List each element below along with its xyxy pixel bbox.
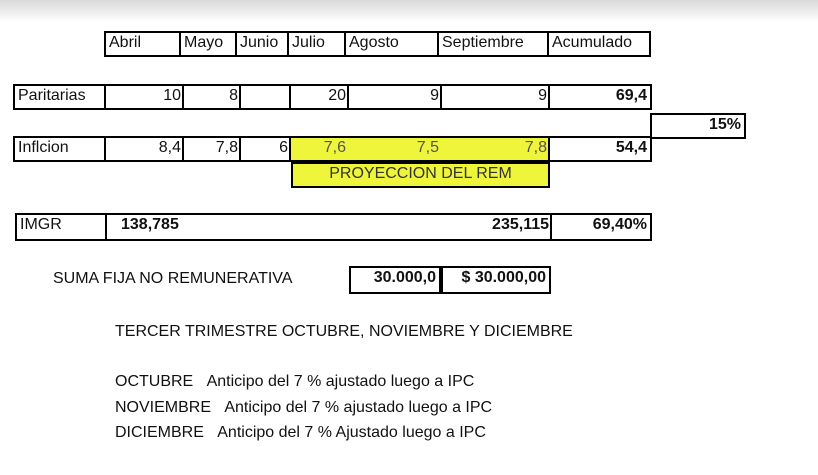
header-mayo: Mayo xyxy=(181,31,237,57)
inflacion-abril: 8,4 xyxy=(104,136,184,162)
anticipo-mes: OCTUBRE xyxy=(115,373,194,390)
inflacion-septiembre: 7,8 xyxy=(442,136,550,162)
suma-fija-valor: 30.000,0 xyxy=(349,266,441,294)
header-agosto: Agosto xyxy=(346,31,439,57)
header-acumulado: Acumulado xyxy=(547,31,651,57)
imgr-acumulado: 69,40% xyxy=(550,213,652,241)
inflacion-mayo: 7,8 xyxy=(182,136,241,162)
diferencia-cell: 15% xyxy=(650,113,746,139)
anticipo-texto: Anticipo del 7 % Ajustado luego a IPC xyxy=(217,424,486,441)
anticipo-diciembre xyxy=(115,423,486,443)
trimestre-title: TERCER TRIMESTRE OCTUBRE, NOVIEMBRE Y DICIEMBRE xyxy=(115,323,573,340)
suma-fija-label: SUMA FIJA NO REMUNERATIVA xyxy=(53,270,293,287)
paritarias-julio: 20 xyxy=(289,84,349,110)
suma-fija-valor-pesos: $ 30.000,00 xyxy=(441,266,551,294)
paritarias-abril: 10 xyxy=(104,84,184,110)
imgr-final: 235,115 xyxy=(440,213,552,241)
header-abril: Abril xyxy=(104,31,181,57)
inflacion-agosto: 7,5 xyxy=(349,136,442,162)
rem-projection-label: PROYECCION DEL REM xyxy=(291,162,550,188)
anticipo-mes: NOVIEMBRE xyxy=(115,399,212,416)
imgr-label: IMGR xyxy=(15,213,107,241)
paritarias-junio xyxy=(239,84,291,110)
imgr-inicial: 138,785 xyxy=(105,213,485,241)
anticipo-octubre xyxy=(115,372,474,392)
anticipo-texto: Anticipo del 7 % ajustado luego a IPC xyxy=(206,373,475,390)
header-septiembre: Septiembre xyxy=(439,31,549,57)
inflacion-acumulado: 54,4 xyxy=(548,136,652,162)
anticipo-mes: DICIEMBRE xyxy=(115,424,204,441)
anticipo-noviembre xyxy=(115,398,492,418)
paritarias-label: Paritarias xyxy=(13,84,106,110)
header-junio: Junio xyxy=(237,31,289,57)
paritarias-agosto: 9 xyxy=(347,84,442,110)
top-shadow xyxy=(0,0,818,22)
paritarias-septiembre: 9 xyxy=(440,84,550,110)
inflacion-label: Inflcion xyxy=(13,136,106,162)
header-julio: Julio xyxy=(289,31,346,57)
inflacion-junio: 6 xyxy=(239,136,291,162)
anticipo-texto: Anticipo del 7 % ajustado luego a IPC xyxy=(224,399,493,416)
inflacion-julio: 7,6 xyxy=(289,136,349,162)
paritarias-acumulado: 69,4 xyxy=(548,84,652,110)
paritarias-mayo: 8 xyxy=(182,84,241,110)
